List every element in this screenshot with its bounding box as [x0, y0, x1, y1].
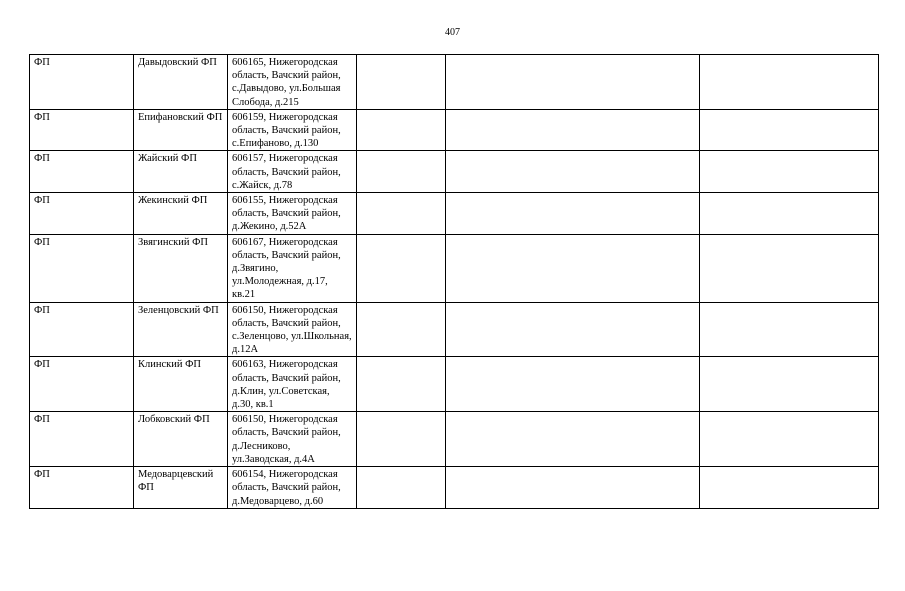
cell-address-text: 606155, Нижегородская область, Вачский район, д.Жекино, д.52А — [232, 195, 341, 233]
cell-empty-6 — [700, 357, 879, 412]
table-row — [30, 234, 879, 302]
cell-name — [134, 412, 228, 467]
cell-address — [228, 412, 357, 467]
cell-empty-6 — [700, 109, 879, 151]
cell-empty-4 — [357, 412, 446, 467]
cell-empty-4 — [357, 151, 446, 193]
cell-name — [134, 109, 228, 151]
cell-address — [228, 302, 357, 357]
registry-body — [30, 55, 879, 509]
cell-name-text: Жекинский ФП — [138, 195, 208, 207]
cell-empty-6 — [700, 302, 879, 357]
cell-address-text: 606165, Нижегородская область, Вачский район, с.Давыдово, ул.Большая Слобода, д.215 — [232, 57, 341, 108]
cell-name-text: Звягинский ФП — [138, 236, 208, 248]
cell-type — [30, 302, 134, 357]
cell-address — [228, 193, 357, 235]
cell-empty-5 — [446, 412, 700, 467]
cell-type-text: ФП — [34, 414, 50, 426]
cell-address — [228, 151, 357, 193]
cell-address-text: 606163, Нижегородская область, Вачский район, д.Клин, ул.Советская, д.30, кв.1 — [232, 359, 341, 411]
cell-type — [30, 55, 134, 110]
cell-empty-5 — [446, 302, 700, 357]
cell-empty-6 — [700, 467, 879, 509]
page-number: 407 — [445, 27, 460, 38]
table-row — [30, 467, 879, 509]
table-row — [30, 193, 879, 235]
table-row — [30, 109, 879, 151]
cell-address-text: 606150, Нижегородская область, Вачский район, д.Лесниково, ул.Заводская, д.4А — [232, 414, 341, 465]
cell-address-text: 606159, Нижегородская область, Вачский район, с.Епифаново, д.130 — [232, 111, 341, 150]
cell-address-text: 606167, Нижегородская область, Вачский район, д.Звягино, ул.Молодежная, д.17, кв.21 — [232, 236, 341, 301]
cell-name-text: Лобковский ФП — [138, 414, 210, 426]
cell-empty-4 — [357, 193, 446, 235]
cell-name-text: Медоварцевский ФП — [138, 469, 214, 494]
cell-name — [134, 193, 228, 235]
cell-type-text: ФП — [34, 469, 50, 481]
cell-empty-4 — [357, 357, 446, 412]
cell-address — [228, 109, 357, 151]
cell-name-text: Епифановский ФП — [138, 111, 223, 123]
cell-name-text: Зеленцовский ФП — [138, 304, 219, 316]
table-row — [30, 412, 879, 467]
cell-name — [134, 151, 228, 193]
cell-name-text: Жайский ФП — [138, 153, 197, 165]
cell-type-text: ФП — [34, 359, 50, 371]
cell-name — [134, 467, 228, 509]
cell-type-text: ФП — [34, 304, 50, 316]
cell-type — [30, 412, 134, 467]
cell-empty-5 — [446, 193, 700, 235]
cell-address-text: 606157, Нижегородская область, Вачский район, с.Жайск, д.78 — [232, 153, 341, 191]
cell-empty-6 — [700, 412, 879, 467]
cell-type-text: ФП — [34, 57, 50, 68]
cell-type-text: ФП — [34, 195, 50, 207]
table-row — [30, 55, 879, 110]
table-row — [30, 302, 879, 357]
cell-address — [228, 467, 357, 509]
cell-empty-5 — [446, 109, 700, 151]
cell-name — [134, 302, 228, 357]
cell-type-text: ФП — [34, 111, 50, 123]
cell-address-text: 606150, Нижегородская область, Вачский район, с.Зеленцово, ул.Школьная, д.12А — [232, 304, 352, 356]
cell-type — [30, 109, 134, 151]
cell-empty-6 — [700, 234, 879, 302]
cell-address — [228, 234, 357, 302]
cell-name — [134, 55, 228, 110]
cell-type — [30, 467, 134, 509]
cell-name-text: Давыдовский ФП — [138, 57, 217, 68]
cell-empty-4 — [357, 55, 446, 110]
cell-empty-5 — [446, 55, 700, 110]
cell-empty-4 — [357, 302, 446, 357]
cell-type — [30, 193, 134, 235]
cell-type-text: ФП — [34, 236, 50, 248]
cell-empty-4 — [357, 467, 446, 509]
cell-empty-4 — [357, 234, 446, 302]
cell-address-text: 606154, Нижегородская область, Вачский район, д.Медоварцево, д.60 — [232, 469, 341, 507]
cell-name — [134, 234, 228, 302]
cell-empty-6 — [700, 55, 879, 110]
cell-empty-5 — [446, 151, 700, 193]
cell-type — [30, 234, 134, 302]
cell-type — [30, 151, 134, 193]
table-row — [30, 151, 879, 193]
cell-empty-5 — [446, 234, 700, 302]
cell-empty-6 — [700, 151, 879, 193]
registry-table — [29, 54, 879, 509]
cell-empty-6 — [700, 193, 879, 235]
cell-address — [228, 55, 357, 110]
cell-empty-5 — [446, 357, 700, 412]
cell-name — [134, 357, 228, 412]
cell-type-text: ФП — [34, 153, 50, 165]
cell-empty-5 — [446, 467, 700, 509]
cell-type — [30, 357, 134, 412]
cell-address — [228, 357, 357, 412]
table-row — [30, 357, 879, 412]
cell-empty-4 — [357, 109, 446, 151]
cell-name-text: Клинский ФП — [138, 359, 201, 371]
